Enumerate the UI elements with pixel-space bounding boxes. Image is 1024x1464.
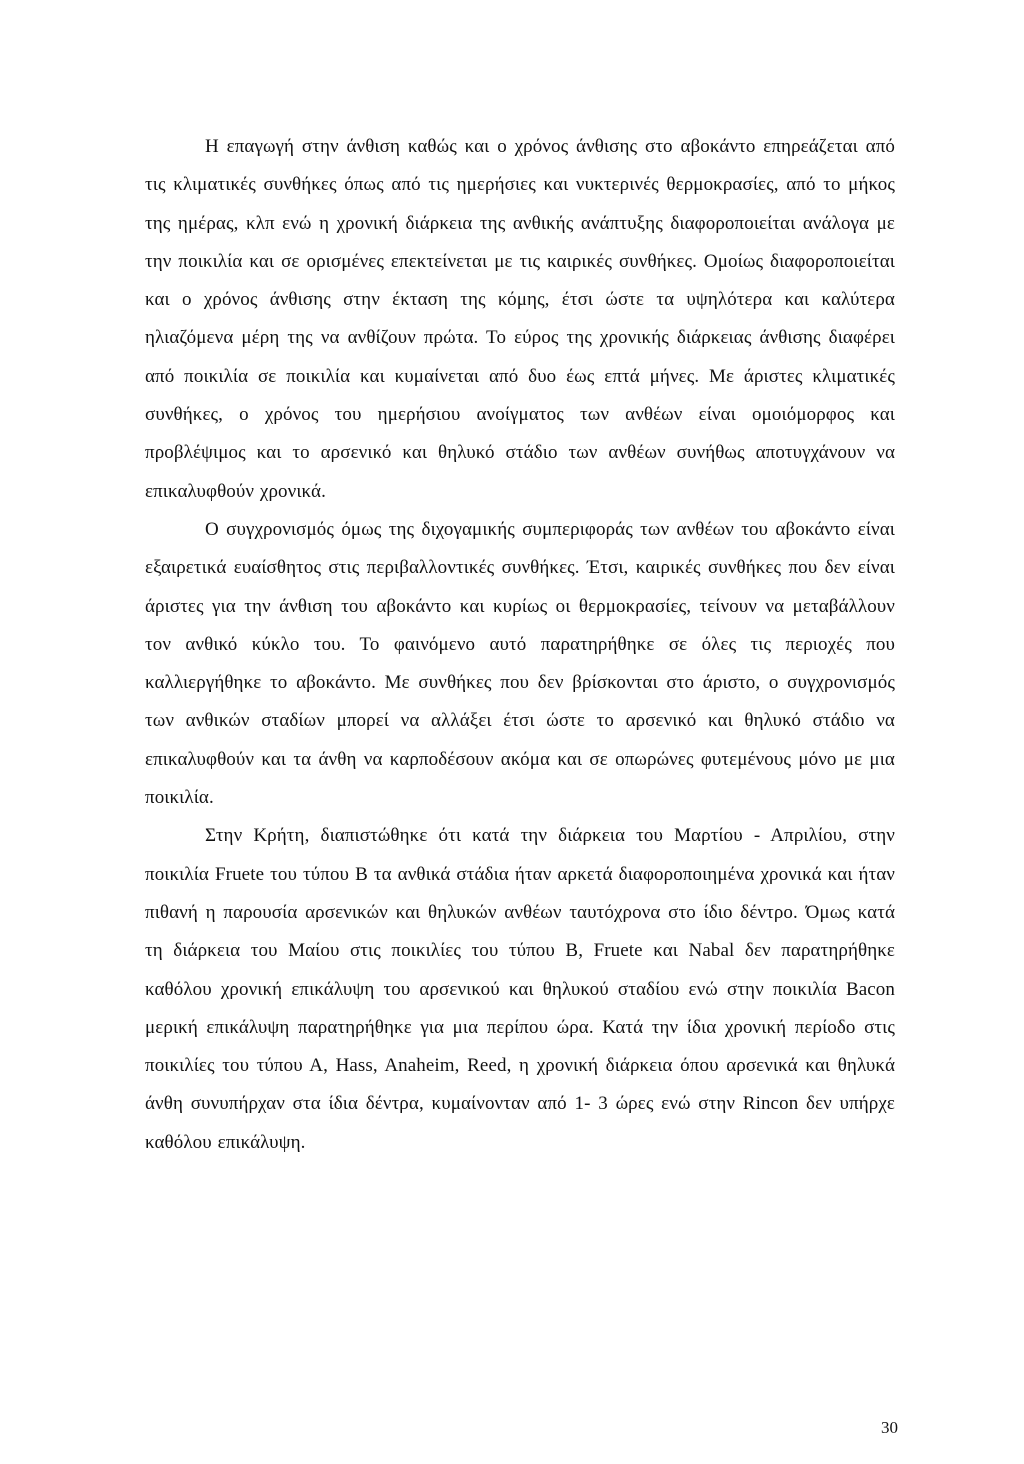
paragraph-1: Η επαγωγή στην άνθιση καθώς και ο χρόνος άνθισης στο αβοκάντο επηρεάζεται από τις κλιματικές συνθήκες όπως από τις ημερήσιες και νυκτερινές θερμοκρασίες, από το μήκος της ημέρας, κλπ ενώ η χρονική διάρκεια της ανθικής ανάπτυξης διαφοροποιείται ανάλογα με την ποικιλία και σε ορισμένες επεκτείνεται με τις καιρικές συνθήκες. Ομοίως διαφοροποιείται και ο χρόνος άνθισης στην έκταση της κόμης, έτσι ώστε τα υψηλότερα και καλύτερα ηλιαζόμενα μέρη της να ανθίζουν πρώτα. Το εύρος της χρονικής διάρκειας άνθισης διαφέρει από ποικιλία σε ποικιλία και κυμαίνεται από δυο έως επτά μήνες. Με άριστες κλιματικές συνθήκες, ο χρόνος του ημερήσιου ανοίγματος των ανθέων είναι ομοιόμορφος και προβλέψιμος και το αρσενικό και θηλυκό στάδιο των ανθέων συνήθως αποτυγχάνουν να επικαλυφθούν χρονικά. xyxy=(145,136,895,502)
paragraph-3: Στην Κρήτη, διαπιστώθηκε ότι κατά την διάρκεια του Μαρτίου - Απριλίου, στην ποικιλία Fruete του τύπου Β τα ανθικά στάδια ήταν αρκετά διαφοροποιημένα χρονικά και ήταν πιθανή η παρουσία αρσενικών και θηλυκών ανθέων ταυτόχρονα στο ίδιο δέντρο. Όμως κατά τη διάρκεια του Μαίου στις ποικιλίες του τύπου Β, Fruete και Nabal δεν παρατηρήθηκε καθόλου χρονική επικάλυψη του αρσενικού και θηλυκού σταδίου ενώ στην ποικιλία Bacon μερική επικάλυψη παρατηρήθηκε για μια περίπου ώρα. Κατά την ίδια χρονική περίοδο στις ποικιλίες του τύπου Α, Hass, Anaheim, Reed, η χρονική διάρκεια όπου αρσενικά και θηλυκά άνθη συνυπήρχαν στα ίδια δέντρα, κυμαίνονταν από 1- 3 ώρες ενώ στην Rincon δεν υπήρχε καθόλου επικάλυψη. xyxy=(145,825,895,1153)
body-text xyxy=(145,128,895,1162)
paragraph-2: Ο συγχρονισμός όμως της διχογαμικής συμπεριφοράς των ανθέων του αβοκάντο είναι εξαιρετικά ευαίσθητος στις περιβαλλοντικές συνθήκες. Έτσι, καιρικές συνθήκες που δεν είναι άριστες για την άνθιση του αβοκάντο και κυρίως οι θερμοκρασίες, τείνουν να μεταβάλλουν τον ανθικό κύκλο του. Το φαινόμενο αυτό παρατηρήθηκε σε όλες τις περιοχές που καλλιεργήθηκε το αβοκάντο. Με συνθήκες που δεν βρίσκονται στο άριστο, ο συγχρονισμός των ανθικών σταδίων μπορεί να αλλάξει έτσι ώστε το αρσενικό και θηλυκό στάδιο να επικαλυφθούν και τα άνθη να καρποδέσουν ακόμα και σε οπωρώνες φυτεμένους μόνο με μια ποικιλία. xyxy=(145,518,895,809)
page-number: 30 xyxy=(881,1418,898,1437)
